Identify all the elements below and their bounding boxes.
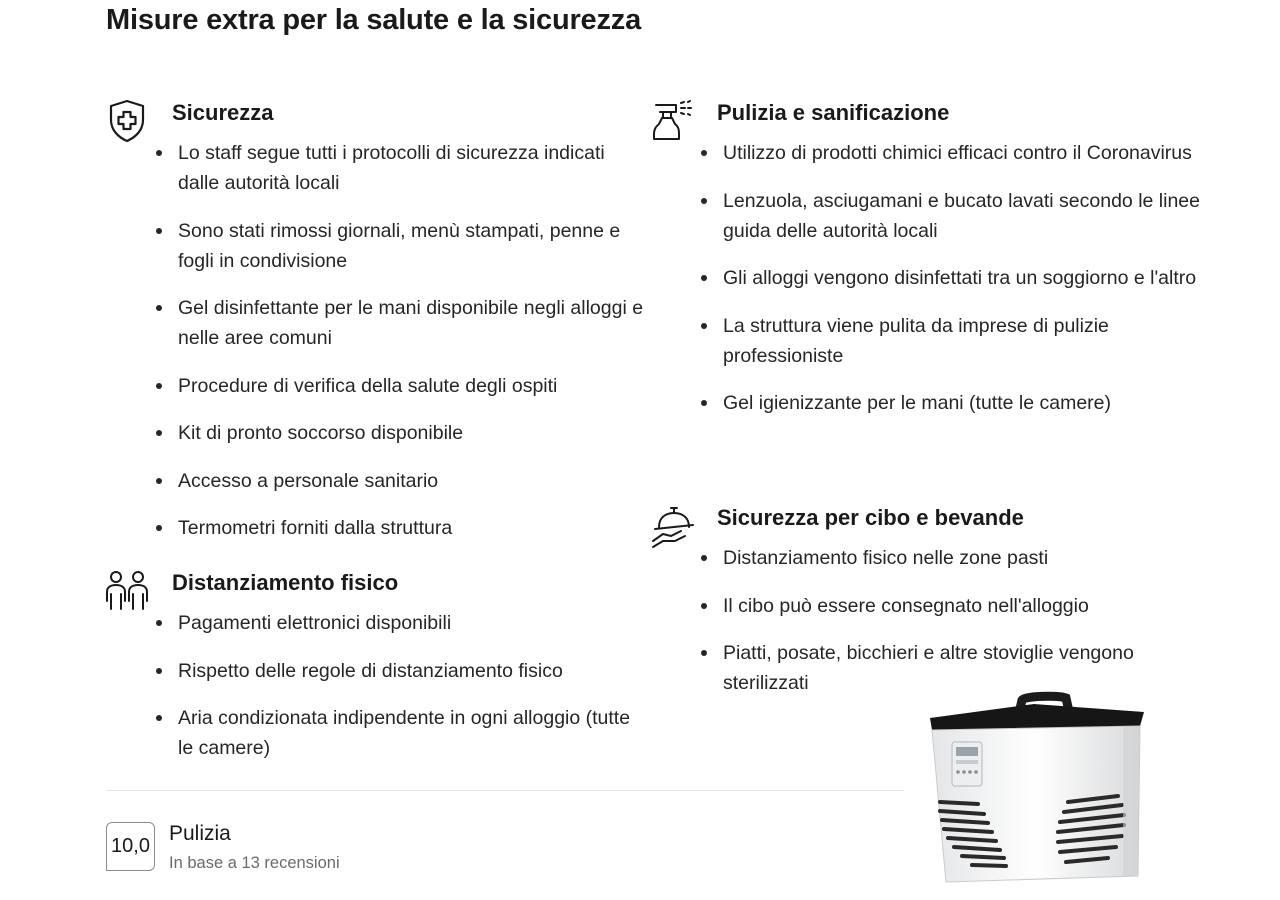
rating-score-badge: 10,0 <box>106 822 155 871</box>
section-title: Sicurezza per cibo e bevande <box>717 505 1024 530</box>
list-item: Lo staff segue tutti i protocolli di sicurezza indicati dalle autorità locali <box>178 138 646 198</box>
section-safety <box>106 98 646 561</box>
cleaning-list <box>651 138 1211 418</box>
list-item: Lenzuola, asciugamani e bucato lavati secondo le linee guida delle autorità locali <box>723 186 1211 246</box>
shield-cross-icon <box>106 98 148 144</box>
list-item: Utilizzo di prodotti chimici efficaci contro il Coronavirus <box>723 138 1211 168</box>
list-item: Aria condizionata indipendente in ogni alloggio (tutte le camere) <box>178 703 646 763</box>
page-title: Misure extra per la salute e la sicurezza <box>106 4 642 36</box>
list-item: Piatti, posate, bicchieri e altre stoviglie vengono sterilizzati <box>723 638 1211 698</box>
list-item: Kit di pronto soccorso disponibile <box>178 418 646 448</box>
food-list <box>651 543 1211 698</box>
list-item: Il cibo può essere consegnato nell'alloggio <box>723 591 1211 621</box>
list-item: Accesso a personale sanitario <box>178 466 646 496</box>
divider <box>106 790 904 791</box>
ozone-generator-image <box>918 690 1158 890</box>
section-food <box>651 503 1211 716</box>
list-item: Pagamenti elettronici disponibili <box>178 608 646 638</box>
list-item: Sono stati rimossi giornali, menù stampati, penne e fogli in condivisione <box>178 216 646 276</box>
rating-subtext: In base a 13 recensioni <box>169 854 340 872</box>
rating-label: Pulizia <box>169 822 231 845</box>
list-item: Termometri forniti dalla struttura <box>178 513 646 543</box>
section-title: Sicurezza <box>172 100 274 125</box>
section-title: Pulizia e sanificazione <box>717 100 950 125</box>
section-cleaning <box>651 98 1211 436</box>
list-item: Gel disinfettante per le mani disponibile negli alloggi e nelle aree comuni <box>178 293 646 353</box>
section-distancing <box>106 568 646 781</box>
section-title: Distanziamento fisico <box>172 570 399 595</box>
list-item: Gli alloggi vengono disinfettati tra un soggiorno e l'altro <box>723 263 1211 293</box>
distancing-list <box>106 608 646 763</box>
list-item: Distanziamento fisico nelle zone pasti <box>723 543 1211 573</box>
list-item: Rispetto delle regole di distanziamento fisico <box>178 656 646 686</box>
people-distance-icon <box>104 568 150 614</box>
list-item: Gel igienizzante per le mani (tutte le camere) <box>723 388 1211 418</box>
food-cloche-icon <box>651 503 697 549</box>
safety-list <box>106 138 646 543</box>
spray-bottle-icon <box>651 98 697 144</box>
list-item: La struttura viene pulita da imprese di pulizie professioniste <box>723 311 1211 371</box>
list-item: Procedure di verifica della salute degli ospiti <box>178 371 646 401</box>
